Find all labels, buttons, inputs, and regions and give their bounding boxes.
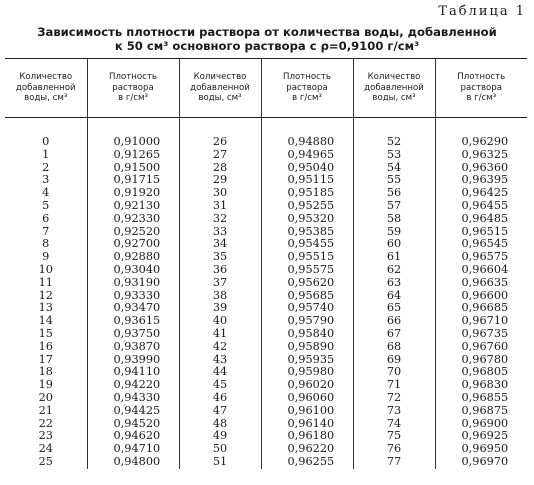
density-cell: 0,96604: [435, 264, 527, 277]
density-cell: 0,96020: [261, 379, 353, 392]
density-cell: 0,94710: [87, 443, 179, 456]
water-volume-cell: 49: [179, 430, 261, 443]
density-cell: 0,96255: [261, 456, 353, 469]
table-row: [5, 238, 527, 251]
density-cell: 0,95740: [261, 302, 353, 315]
water-volume-cell: 74: [353, 418, 435, 431]
density-cell: 0,93615: [87, 315, 179, 328]
density-cell: 0,96900: [435, 418, 527, 431]
density-cell: 0,95320: [261, 213, 353, 226]
table-row: [5, 328, 527, 341]
header-water-added: Количество добавленной воды, см³: [353, 59, 435, 118]
density-cell: 0,96970: [435, 456, 527, 469]
density-cell: 0,94880: [261, 118, 353, 149]
density-cell: 0,96830: [435, 379, 527, 392]
density-cell: 0,92520: [87, 226, 179, 239]
water-volume-cell: 9: [42, 250, 50, 264]
table-row: [5, 264, 527, 277]
water-volume-cell: 50: [179, 443, 261, 456]
table-row: [5, 277, 527, 290]
water-volume-cell: 24: [38, 442, 53, 456]
density-cell: 0,95385: [261, 226, 353, 239]
density-cell: 0,92130: [87, 200, 179, 213]
density-cell: 0,96575: [435, 251, 527, 264]
header-water-added: Количество добавленной воды, см³: [5, 59, 87, 118]
density-cell: 0,96180: [261, 430, 353, 443]
water-volume-cell: 21: [38, 403, 53, 417]
water-volume-cell: 20: [38, 390, 53, 404]
density-cell: 0,94330: [87, 392, 179, 405]
density-cell: 0,94620: [87, 430, 179, 443]
density-cell: 0,96100: [261, 405, 353, 418]
table-row: [5, 118, 527, 149]
table-row: [5, 379, 527, 392]
water-volume-cell: 6: [42, 211, 50, 225]
water-volume-cell: 15: [38, 326, 53, 340]
table-row: [5, 149, 527, 162]
water-volume-cell: 25: [38, 454, 53, 468]
density-cell: 0,94965: [261, 149, 353, 162]
table-row: [5, 251, 527, 264]
water-volume-cell: 72: [353, 392, 435, 405]
density-cell: 0,96455: [435, 200, 527, 213]
water-volume-cell: 51: [179, 456, 261, 469]
density-cell: 0,96220: [261, 443, 353, 456]
table-row: [5, 174, 527, 187]
water-volume-cell: 36: [179, 264, 261, 277]
density-cell: 0,96635: [435, 277, 527, 290]
water-volume-cell: 35: [179, 251, 261, 264]
water-volume-cell: 61: [353, 251, 435, 264]
header-row: [5, 59, 527, 118]
water-volume-cell: 14: [38, 314, 53, 328]
water-volume-cell: 43: [179, 354, 261, 367]
water-volume-cell: 67: [353, 328, 435, 341]
density-cell: 0,93470: [87, 302, 179, 315]
water-volume-cell: 60: [353, 238, 435, 251]
density-cell: 0,96600: [435, 290, 527, 303]
density-cell: 0,93330: [87, 290, 179, 303]
density-cell: 0,96360: [435, 162, 527, 175]
water-volume-cell: 57: [353, 200, 435, 213]
density-cell: 0,96485: [435, 213, 527, 226]
water-volume-cell: 40: [179, 315, 261, 328]
table-row: [5, 226, 527, 239]
water-volume-cell: 56: [353, 187, 435, 200]
table-row: [5, 405, 527, 418]
density-cell: 0,91265: [87, 149, 179, 162]
density-cell: 0,96425: [435, 187, 527, 200]
water-volume-cell: 27: [179, 149, 261, 162]
water-volume-cell: 41: [179, 328, 261, 341]
density-cell: 0,95685: [261, 290, 353, 303]
water-volume-cell: 70: [353, 366, 435, 379]
table-row: [5, 162, 527, 175]
density-cell: 0,92330: [87, 213, 179, 226]
density-cell: 0,95040: [261, 162, 353, 175]
density-cell: 0,96710: [435, 315, 527, 328]
density-cell: 0,96875: [435, 405, 527, 418]
water-volume-cell: 10: [38, 262, 53, 276]
header-density: Плотность раствора в г/см³: [87, 59, 179, 118]
water-volume-cell: 59: [353, 226, 435, 239]
water-volume-cell: 7: [42, 224, 50, 238]
density-cell: 0,96780: [435, 354, 527, 367]
water-volume-cell: 31: [179, 200, 261, 213]
density-cell: 0,96760: [435, 341, 527, 354]
density-cell: 0,96395: [435, 174, 527, 187]
density-cell: 0,91920: [87, 187, 179, 200]
water-volume-cell: 52: [353, 118, 435, 149]
water-volume-cell: 13: [38, 301, 53, 315]
water-volume-cell: 23: [38, 429, 53, 443]
water-volume-cell: 45: [179, 379, 261, 392]
density-cell: 0,96515: [435, 226, 527, 239]
water-volume-cell: 54: [353, 162, 435, 175]
water-volume-cell: 48: [179, 418, 261, 431]
density-cell: 0,96545: [435, 238, 527, 251]
density-cell: 0,95620: [261, 277, 353, 290]
table-row: [5, 354, 527, 367]
water-volume-cell: 69: [353, 354, 435, 367]
header-density: Плотность раствора в г/см³: [261, 59, 353, 118]
density-cell: 0,95575: [261, 264, 353, 277]
table-row: [5, 290, 527, 303]
density-cell: 0,93990: [87, 354, 179, 367]
table-row: [5, 366, 527, 379]
water-volume-cell: 1: [42, 147, 50, 161]
water-volume-cell: 65: [353, 302, 435, 315]
water-volume-cell: 71: [353, 379, 435, 392]
density-cell: 0,95455: [261, 238, 353, 251]
water-volume-cell: 34: [179, 238, 261, 251]
table-row: [5, 187, 527, 200]
density-cell: 0,96290: [435, 118, 527, 149]
water-volume-cell: 37: [179, 277, 261, 290]
table-number-label: Таблица 1: [438, 4, 526, 19]
water-volume-cell: 55: [353, 174, 435, 187]
water-volume-cell: 76: [353, 443, 435, 456]
table-row: [5, 456, 527, 469]
density-cell: 0,94520: [87, 418, 179, 431]
density-cell: 0,96140: [261, 418, 353, 431]
water-volume-cell: 5: [42, 198, 50, 212]
water-volume-cell: 63: [353, 277, 435, 290]
density-cell: 0,95890: [261, 341, 353, 354]
water-volume-cell: 18: [38, 365, 53, 379]
water-volume-cell: 53: [353, 149, 435, 162]
density-cell: 0,92880: [87, 251, 179, 264]
density-cell: 0,95935: [261, 354, 353, 367]
density-cell: 0,96925: [435, 430, 527, 443]
table-row: [5, 315, 527, 328]
water-volume-cell: 8: [42, 237, 50, 251]
density-cell: 0,92700: [87, 238, 179, 251]
water-volume-cell: 47: [179, 405, 261, 418]
water-volume-cell: 2: [42, 160, 50, 174]
water-volume-cell: 66: [353, 315, 435, 328]
density-cell: 0,95790: [261, 315, 353, 328]
density-cell: 0,96060: [261, 392, 353, 405]
density-cell: 0,93040: [87, 264, 179, 277]
density-cell: 0,95840: [261, 328, 353, 341]
water-volume-cell: 44: [179, 366, 261, 379]
water-volume-cell: 26: [179, 118, 261, 149]
table-body: [5, 118, 527, 469]
header-water-added: Количество добавленной воды, см³: [179, 59, 261, 118]
density-cell: 0,94110: [87, 366, 179, 379]
table-row: [5, 200, 527, 213]
density-cell: 0,93870: [87, 341, 179, 354]
water-volume-cell: 58: [353, 213, 435, 226]
density-cell: 0,94800: [87, 456, 179, 469]
density-cell: 0,96805: [435, 366, 527, 379]
density-cell: 0,96685: [435, 302, 527, 315]
water-volume-cell: 39: [179, 302, 261, 315]
density-cell: 0,91000: [87, 118, 179, 149]
water-volume-cell: 62: [353, 264, 435, 277]
water-volume-cell: 29: [179, 174, 261, 187]
water-volume-cell: 32: [179, 213, 261, 226]
density-cell: 0,91715: [87, 174, 179, 187]
water-volume-cell: 19: [38, 378, 53, 392]
density-cell: 0,96325: [435, 149, 527, 162]
water-volume-cell: 64: [353, 290, 435, 303]
density-cell: 0,96855: [435, 392, 527, 405]
water-volume-cell: 33: [179, 226, 261, 239]
density-cell: 0,96950: [435, 443, 527, 456]
water-volume-cell: 17: [38, 352, 53, 366]
water-volume-cell: 12: [38, 288, 53, 302]
water-volume-cell: 30: [179, 187, 261, 200]
density-cell: 0,95515: [261, 251, 353, 264]
water-volume-cell: 28: [179, 162, 261, 175]
water-volume-cell: 42: [179, 341, 261, 354]
density-cell: 0,93750: [87, 328, 179, 341]
water-volume-cell: 46: [179, 392, 261, 405]
density-cell: 0,95980: [261, 366, 353, 379]
header-density: Плотность раствора в г/см³: [435, 59, 527, 118]
water-volume-cell: 73: [353, 405, 435, 418]
table-row: [5, 213, 527, 226]
table-title-line-1: Зависимость плотности раствора от количества воды, добавленной: [37, 25, 497, 39]
density-cell: 0,94220: [87, 379, 179, 392]
water-volume-cell: 4: [42, 186, 50, 200]
table-row: [5, 430, 527, 443]
density-cell: 0,91500: [87, 162, 179, 175]
density-table: [5, 58, 527, 469]
water-volume-cell: 3: [42, 173, 50, 187]
water-volume-cell: 22: [38, 416, 53, 430]
water-volume-cell: 38: [179, 290, 261, 303]
density-cell: 0,96735: [435, 328, 527, 341]
table-row: [5, 392, 527, 405]
water-volume-cell: 77: [353, 456, 435, 469]
water-volume-cell: 68: [353, 341, 435, 354]
water-volume-cell: 0: [42, 135, 50, 148]
table-title-line-2: к 50 см³ основного раствора с ρ=0,9100 г/см³: [114, 39, 420, 53]
table-row: [5, 443, 527, 456]
water-volume-cell: 11: [38, 275, 53, 289]
density-cell: 0,95185: [261, 187, 353, 200]
density-cell: 0,94425: [87, 405, 179, 418]
water-volume-cell: 75: [353, 430, 435, 443]
density-cell: 0,93190: [87, 277, 179, 290]
density-cell: 0,95115: [261, 174, 353, 187]
table-row: [5, 418, 527, 431]
table-row: [5, 302, 527, 315]
density-cell: 0,95255: [261, 200, 353, 213]
table-row: [5, 341, 527, 354]
water-volume-cell: 16: [38, 339, 53, 353]
